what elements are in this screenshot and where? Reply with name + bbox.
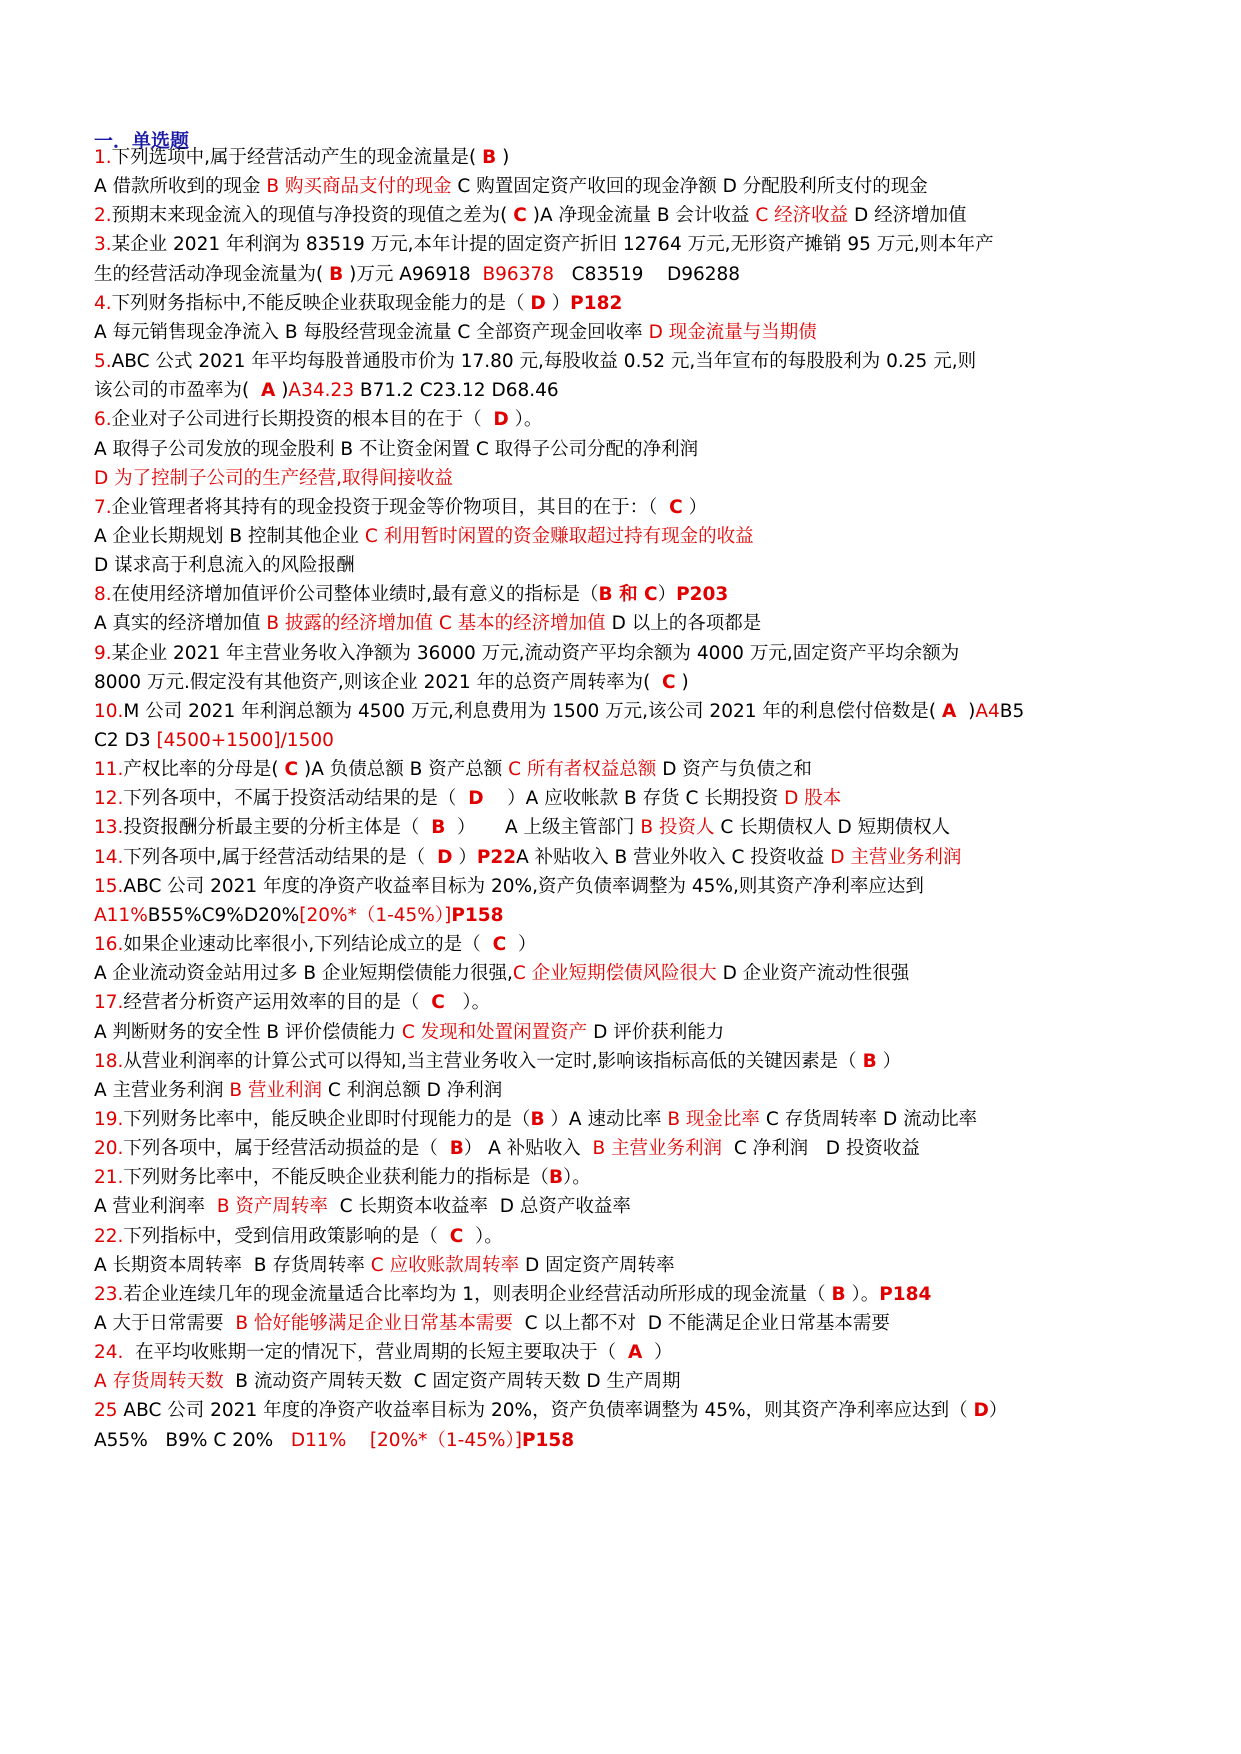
text-line — [94, 699, 1024, 725]
text-segment: 若企业连续几年的现金流量适合比率均为 1，则表明企业经营活动所形成的现金流量（ — [123, 1283, 832, 1305]
text-line — [94, 262, 740, 288]
text-segment: 下列指标中，受到信用政策影响的是（ — [123, 1225, 450, 1247]
highlighted-text: A — [942, 700, 957, 722]
highlighted-text: A — [260, 380, 276, 402]
text-segment: ）。 — [845, 1283, 880, 1305]
text-line — [94, 1049, 901, 1075]
highlighted-text: P22 — [476, 846, 517, 868]
highlighted-text: C — [284, 759, 299, 781]
text-segment: A 大于日常需要 — [94, 1313, 236, 1334]
highlighted-text: B — [548, 1167, 564, 1189]
highlighted-text: A34.23 — [288, 380, 355, 402]
text-segment: 经营者分析资产运用效率的目的是（ — [123, 992, 432, 1014]
text-line — [94, 203, 967, 229]
highlighted-text: D11% — [285, 1429, 347, 1451]
text-line — [94, 670, 689, 696]
text-segment: 下列各项中,属于经营活动结果的是（ — [123, 846, 438, 868]
text-segment: C 长期债权人 D 短期债权人 — [720, 817, 951, 839]
text-segment: A 主营业务利润 — [94, 1079, 230, 1101]
text-line — [94, 728, 334, 754]
highlighted-text: 23. — [94, 1283, 124, 1305]
text-line — [94, 378, 559, 404]
highlighted-text: C 企业短期偿债风险很大 — [512, 963, 723, 985]
text-line — [94, 990, 490, 1016]
text-segment: D 固定资产周转率 — [524, 1254, 675, 1276]
text-segment: 下列财务指标中,不能反映企业获取现金能力的是（ — [111, 292, 531, 314]
highlighted-text: B 营业利润 — [229, 1079, 328, 1101]
highlighted-text: 7. — [94, 496, 112, 518]
text-line — [94, 757, 812, 783]
text-segment: 产权比率的分母是( — [123, 759, 285, 781]
text-segment: 生的经营活动净现金流量为( — [94, 263, 330, 285]
text-line — [94, 1078, 502, 1104]
text-line — [94, 1136, 920, 1162]
text-segment: D 以上的各项都是 — [611, 613, 762, 635]
highlighted-text: B 资产周转率 — [216, 1196, 334, 1218]
text-segment: ） — [452, 846, 477, 868]
text-line — [94, 291, 622, 317]
text-line — [94, 145, 509, 171]
text-line — [94, 553, 355, 579]
highlighted-text: C — [431, 992, 445, 1014]
highlighted-text: A4 — [975, 700, 1000, 722]
text-segment: ）A 速动比率 — [544, 1108, 668, 1130]
text-segment: ABC 公司 2021 年度的净资产收益率目标为 20%,资产负债率调整为 45%,则其资产净利率应达到 — [123, 875, 924, 897]
highlighted-text: C — [669, 496, 683, 518]
highlighted-text: 15. — [94, 875, 124, 897]
text-segment: ) — [275, 380, 289, 402]
highlighted-text: B 购买商品支付的现金 — [266, 176, 458, 198]
highlighted-text: 3. — [94, 234, 112, 256]
highlighted-text: D — [493, 409, 509, 431]
highlighted-text: [20%*（1-45%）] — [369, 1429, 522, 1451]
highlighted-text: 21. — [94, 1167, 124, 1189]
text-segment: )万元 A96918 — [343, 263, 483, 285]
text-line — [94, 1194, 631, 1220]
text-segment: 某企业 2021 年主营业务收入净额为 36000 万元,流动资产平均余额为 4000 万元,固定资产平均余额为 — [111, 642, 960, 664]
text-segment: ） — [506, 934, 537, 956]
text-segment: ） — [642, 1342, 673, 1364]
highlighted-text: 6. — [94, 409, 112, 431]
highlighted-text: C 利用暂时闲置的资金赚取超过持有现金的收益 — [364, 525, 754, 547]
text-line — [94, 320, 817, 346]
text-segment: D 谋求高于利息流入的风险报酬 — [94, 555, 355, 577]
text-segment: 下列各项中，不属于投资活动结果的是（ — [123, 788, 469, 810]
highlighted-text: D 股本 — [784, 788, 842, 810]
highlighted-text: P203 — [676, 584, 729, 606]
text-segment: ）A 应收帐款 B 存货 C 长期投资 — [483, 788, 785, 810]
highlighted-text: B — [530, 1108, 545, 1130]
text-segment: ）。 — [563, 1167, 591, 1189]
text-line — [94, 815, 950, 841]
text-segment: ）。 — [463, 1225, 503, 1247]
highlighted-text: B 投资人 — [640, 817, 721, 839]
highlighted-text: C — [513, 205, 527, 227]
highlighted-text: D — [468, 788, 484, 810]
highlighted-text: B — [329, 263, 344, 285]
highlighted-text: B — [431, 817, 446, 839]
highlighted-text: B96378 — [482, 263, 555, 285]
text-segment: C 以上都不对 D 不能满足企业日常基本需要 — [518, 1313, 890, 1334]
highlighted-text: 10. — [94, 700, 124, 722]
text-segment: D 经济增加值 — [854, 205, 967, 227]
highlighted-text: 11. — [94, 759, 124, 781]
highlighted-text: C 应收账款周转率 — [370, 1254, 525, 1276]
text-segment: C 净利润 D 投资收益 — [727, 1138, 920, 1160]
text-segment: A 企业长期规划 B 控制其他企业 — [94, 525, 365, 547]
text-segment: ）。 — [444, 992, 491, 1014]
highlighted-text: 2. — [94, 205, 112, 227]
highlighted-text: 22. — [94, 1225, 124, 1247]
text-segment: B 流动资产周转天数 C 固定资产周转天数 D 生产周期 — [229, 1371, 681, 1393]
text-line — [94, 1165, 591, 1191]
text-segment: A 补贴收入 B 营业外收入 C 投资收益 — [516, 846, 831, 868]
text-segment: 企业管理者将其持有的现金投资于现金等价物项目，其目的在于：（ — [111, 496, 670, 518]
text-segment: ) — [956, 700, 976, 722]
text-segment — [346, 1430, 370, 1451]
text-line — [94, 1282, 931, 1308]
text-segment: A 借款所收到的现金 — [94, 176, 267, 198]
highlighted-text: 4. — [94, 292, 112, 314]
text-line — [94, 641, 959, 667]
text-segment: C 长期资本收益率 D 总资产收益率 — [333, 1196, 631, 1218]
text-segment: A 营业利润率 — [94, 1196, 217, 1218]
text-segment: M 公司 2021 年利润总额为 4500 万元,利息费用为 1500 万元,该公司 2021 年的利息偿付倍数是( — [123, 700, 942, 722]
text-line — [94, 437, 698, 463]
text-segment: 预期末来现金流入的现值与净投资的现值之差为( — [111, 205, 514, 227]
text-segment: ) — [675, 671, 689, 693]
text-line — [94, 611, 761, 637]
highlighted-text: 13. — [94, 817, 124, 839]
text-segment: A55% B9% C 20% — [94, 1429, 286, 1451]
highlighted-text: C — [662, 671, 676, 693]
text-segment: A 每元销售现金净流入 B 每股经营现金流量 C 全部资产现金回收率 — [94, 321, 649, 343]
text-segment: ） A 补贴收入 — [463, 1138, 593, 1160]
text-line — [94, 845, 961, 871]
text-segment: 下列财务比率中，不能反映企业获利能力的指标是（ — [123, 1167, 549, 1189]
highlighted-text: P182 — [570, 292, 623, 314]
highlighted-text: B — [831, 1283, 846, 1305]
highlighted-text: D 主营业务利润 — [830, 846, 962, 868]
text-segment: 在平均收账期一定的情况下，营业周期的长短主要取决于（ — [123, 1342, 628, 1364]
text-segment: 如果企业速动比率很小,下列结论成立的是（ — [123, 934, 493, 956]
highlighted-text: P158 — [521, 1429, 575, 1451]
text-line — [94, 582, 728, 608]
text-line — [94, 961, 909, 987]
text-segment: 8000 万元.假定没有其他资产,则该企业 2021 年的总资产周转率为( — [94, 671, 663, 693]
text-line — [94, 1369, 680, 1395]
text-line — [94, 174, 928, 200]
text-line — [94, 1398, 1007, 1424]
text-line — [94, 1311, 890, 1337]
text-segment: D 资产与负债之和 — [662, 759, 812, 781]
highlighted-text: D 为了控制子公司的生产经营,取得间接收益 — [94, 467, 454, 489]
highlighted-text: 9. — [94, 642, 112, 664]
highlighted-text: A11% — [94, 904, 148, 926]
text-segment: ） — [876, 1050, 902, 1072]
text-segment: C 购置固定资产收回的现金净额 D 分配股利所支付的现金 — [457, 176, 928, 198]
highlighted-text: [20%*（1-45%）] — [299, 904, 452, 926]
highlighted-text: C — [492, 934, 507, 956]
highlighted-text: D — [530, 292, 546, 314]
text-line — [94, 407, 542, 433]
text-segment: ） — [545, 292, 571, 314]
text-line — [94, 1253, 675, 1279]
text-segment: 该公司的市盈率为( — [94, 380, 261, 402]
highlighted-text: A 存货周转天数 — [94, 1371, 230, 1393]
highlighted-text: D — [973, 1400, 989, 1422]
highlighted-text: 17. — [94, 992, 124, 1014]
text-segment: B5 — [999, 700, 1025, 722]
text-segment: ） — [657, 584, 677, 606]
text-line — [94, 1107, 977, 1133]
text-segment: 下列选项中,属于经营活动产生的现金流量是( — [111, 147, 483, 168]
highlighted-text: B 和 C — [598, 584, 658, 606]
text-segment: ） — [682, 496, 708, 518]
text-segment: C 存货周转率 D 流动比率 — [765, 1108, 978, 1130]
text-segment: 企业对子公司进行长期投资的根本目的在于（ — [111, 409, 494, 431]
highlighted-text: 1. — [94, 147, 112, 168]
highlighted-text: D 现金流量与当期债 — [648, 321, 817, 343]
highlighted-text: 19. — [94, 1108, 124, 1130]
text-segment: D 评价获利能力 — [593, 1021, 725, 1043]
text-line — [94, 1340, 673, 1366]
highlighted-text: 18. — [94, 1050, 124, 1072]
text-segment: 某企业 2021 年利润为 83519 万元,本年计提的固定资产折旧 12764 万元,无形资产摊销 95 万元,则本年产 — [111, 234, 994, 256]
text-segment: )A 净现金流量 B 会计收益 — [526, 205, 756, 227]
text-line — [94, 1224, 503, 1250]
text-segment: )A 负债总额 B 资产总额 — [298, 759, 509, 781]
text-segment: B55%C9%D20% — [147, 904, 300, 926]
text-line — [94, 932, 536, 958]
text-segment: ）。 — [508, 409, 543, 431]
highlighted-text: B — [862, 1050, 877, 1072]
highlighted-text: B 现金比率 — [667, 1108, 766, 1130]
highlighted-text: P158 — [451, 904, 504, 926]
text-segment: B71.2 C23.12 D68.46 — [354, 380, 559, 402]
text-segment: A 企业流动资金站用过多 B 企业短期偿债能力很强, — [94, 963, 513, 985]
text-segment: C2 D3 — [94, 730, 157, 751]
text-segment: 下列财务比率中，能反映企业即时付现能力的是（ — [123, 1108, 531, 1130]
highlighted-text: C — [449, 1225, 464, 1247]
text-line — [94, 903, 504, 929]
highlighted-text: B 披露的经济增加值 C 基本的经济增加值 — [266, 613, 612, 635]
text-segment: 在使用经济增加值评价公司整体业绩时,最有意义的指标是（ — [111, 584, 599, 606]
text-line — [94, 524, 754, 550]
highlighted-text: 8. — [94, 584, 112, 606]
highlighted-text: B — [482, 147, 497, 168]
text-segment: ） — [988, 1400, 1008, 1422]
highlighted-text: 24. — [94, 1342, 124, 1364]
text-segment: C 利润总额 D 净利润 — [327, 1079, 503, 1101]
text-segment: 投资报酬分析最主要的分析主体是（ — [123, 817, 432, 839]
highlighted-text: B 主营业务利润 — [592, 1138, 728, 1160]
text-line — [94, 232, 994, 258]
text-segment: ） A 上级主管部门 — [445, 817, 641, 839]
text-line — [94, 874, 924, 900]
text-segment: ) — [496, 147, 510, 168]
highlighted-text: C 发现和处置闲置资产 — [401, 1021, 594, 1043]
highlighted-text: B — [449, 1138, 464, 1160]
text-segment: A 真实的经济增加值 — [94, 613, 267, 635]
highlighted-text: 12. — [94, 788, 124, 810]
highlighted-text: [4500+1500]/1500 — [156, 730, 334, 751]
highlighted-text: P184 — [879, 1283, 932, 1305]
highlighted-text: 25 — [94, 1400, 118, 1422]
highlighted-text: 5. — [94, 351, 112, 373]
text-line — [94, 466, 453, 492]
highlighted-text: D — [437, 846, 453, 868]
text-segment: ABC 公式 2021 年平均每股普通股市价为 17.80 元,每股收益 0.52 元,当年宣布的每股股利为 0.25 元,则 — [111, 351, 977, 373]
highlighted-text: C 所有者权益总额 — [508, 759, 663, 781]
highlighted-text: C 经济收益 — [755, 205, 854, 227]
text-segment: A 判断财务的安全性 B 评价偿债能力 — [94, 1021, 402, 1043]
section-heading: 一．单选题 — [94, 130, 190, 152]
text-line — [94, 495, 707, 521]
highlighted-text: 20. — [94, 1138, 124, 1160]
highlighted-text: B 恰好能够满足企业日常基本需要 — [235, 1313, 519, 1334]
text-segment: 从营业利润率的计算公式可以得知,当主营业务收入一定时,影响该指标高低的关键因素是（ — [123, 1050, 863, 1072]
text-segment: D 企业资产流动性很强 — [722, 963, 910, 985]
highlighted-text: 14. — [94, 846, 124, 868]
text-segment: ABC 公司 2021 年度的净资产收益率目标为 20%，资产负债率调整为 45%，则其资产净利率应达到（ — [117, 1400, 974, 1422]
text-segment: A 长期资本周转率 B 存货周转率 — [94, 1254, 371, 1276]
highlighted-text: A — [627, 1342, 643, 1364]
text-line — [94, 786, 841, 812]
highlighted-text: 16. — [94, 934, 124, 956]
text-line — [94, 349, 976, 375]
text-line — [94, 1020, 724, 1046]
text-line — [94, 1428, 574, 1454]
text-segment: C83519 D96288 — [554, 263, 741, 285]
text-segment: A 取得子公司发放的现金股利 B 不让资金闲置 C 取得子公司分配的净利润 — [94, 438, 699, 460]
text-segment: 下列各项中，属于经营活动损益的是（ — [123, 1138, 450, 1160]
